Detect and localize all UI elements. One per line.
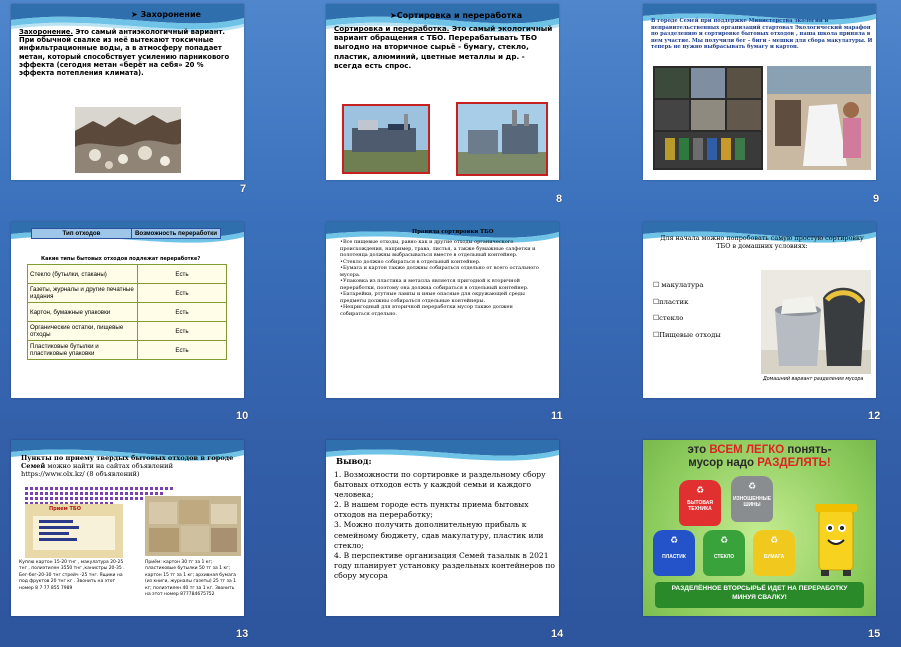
conclusion-list: [334, 470, 556, 581]
recycle-icon: ♻: [719, 536, 729, 546]
conclusion-item: 2. В нашем городе есть пункты приема бытовых отходов на переработку;: [334, 500, 529, 520]
recycle-icon: ♻: [669, 536, 679, 546]
bag-appliances: ♻ БЫТОВАЯ ТЕХНИКА: [679, 480, 721, 526]
waste-type-cell: Пластиковые бутылки и пластиковые упаковки: [28, 341, 138, 360]
slide-8-thumbnail[interactable]: [326, 4, 559, 180]
poster-title: это ВСЕМ ЛЕГКО понять- мусор надо РАЗДЕЛЯТЬ!: [687, 444, 832, 469]
slide-body-text: Сортировка и переработка. Это самый экологичный вариант обращения с ТБО. Перерабатывать ТБО выгодно на вторичное сырьё - бумагу, стекло, пластик, алюминий, цветные металлы и др. - всегда есть спрос.: [334, 24, 553, 70]
conclusion-item: 4. В перспективе организация Семей тазалык в 2021 году планирует установку раздельных контейнеров по сбору мусора: [334, 550, 555, 580]
recycle-icon: ♻: [769, 536, 779, 546]
recycling-bales-photo: [145, 496, 241, 556]
slide-number: 15: [868, 628, 881, 640]
bin-mascot: [813, 496, 859, 576]
waste-type-cell: Газеты, журналы и другие печатные издания: [28, 284, 138, 303]
option-item: ☐Пищевые отходы: [653, 330, 721, 339]
recycling-value-cell: Есть: [138, 322, 227, 341]
rule-item: •Батарейки, ртутные лампы и иные опасные для окружающей среды предметы должны собираться отдельные контейнеры.: [340, 291, 525, 304]
left-offer-text: Куплю картон 15-20 тнг , макулатура 20-25 тнг , полиэтилен 3550 тнг ,канистры 20-35 . Бег-бег-20-30 тнг стрейч -25 тнг. Ящики на под фруктов 20 тнг кг . Звонить на этот номер 8 7 77 855 7989: [19, 560, 125, 591]
recycling-value-cell: Есть: [138, 303, 227, 322]
rule-item: •Все пищевые отходы, равно как и другие отходы органического происхождения, например, трава, листья, а также бумажные салфетки и полотенца должны выбрасываться вместе в отдельный контейнер.: [340, 239, 536, 258]
option-item: ☐стекло: [653, 314, 684, 322]
recycling-value-cell: Есть: [138, 265, 227, 284]
waste-table: [27, 264, 227, 360]
slide-number: 13: [236, 628, 249, 640]
conclusion-item: 3. Можно получить дополнительную прибыль к семейному бюджету, сдав макулатуру, пластик или стекло;: [334, 520, 544, 550]
slide-number: 7: [240, 183, 247, 195]
checkbox-icon: ☐: [653, 314, 660, 322]
photo-caption: Домашний вариант разделения мусора: [763, 377, 864, 382]
slide-11-thumbnail[interactable]: [326, 222, 559, 398]
slide-title: Пункты по приему твердых бытовых отходов в городе Семей можно найти на сайтах объявлений https://www.olx.kz/ (8 объявлений): [21, 454, 234, 479]
recycle-icon: ♻: [695, 486, 705, 496]
factory-photo-2: [456, 102, 548, 176]
slide-10-thumbnail[interactable]: [11, 222, 244, 398]
slide-body-text: В городе Семей при поддержке Министерства экологии и неправительственных организаций стартовал Экологический марафон по разделению и сортировке бытовых отходов , наша школа приняла в нем участие. Мы получили бег – биги - мешки для сбора макулатуры. И теперь не нужно выбрасывать бумагу и картон.: [651, 18, 873, 51]
recycling-value-cell: Есть: [138, 284, 227, 303]
slide-body-text: Захоронение. Это самый антиэкологичный вариант. При обычной свалке из неё вытекают токсичные инфильтрационные воды, а в атмосферу попадает метан, который способствует усилению парникового эффекта (сегодня метан «берёт на себя» 20 % эффекта потепления климата).: [19, 28, 230, 78]
rule-item: •Упаковка из пластика и металла является пригодной к вторичной переработки, поэтому она должна собираться в отдельный контейнер.: [340, 278, 529, 291]
waste-type-cell: Стекло (бутылки, стаканы): [28, 265, 138, 284]
landfill-photo: [75, 107, 181, 173]
header-recycling: Возможность переработки: [132, 229, 221, 239]
slide-number: 9: [873, 193, 880, 205]
waste-reception-sign: [25, 504, 123, 558]
slide-title: ➤ Захоронение: [131, 10, 201, 19]
slide-13-thumbnail[interactable]: [11, 440, 244, 616]
option-item: ☐пластик: [653, 297, 689, 306]
slide-title: Для начала можно попробовать самую простую сортировку ТБО в домашних условиях:: [660, 234, 864, 250]
table-row: [28, 284, 227, 303]
slide-number: 12: [868, 410, 881, 422]
checkbox-icon: ☐: [653, 281, 660, 289]
sign-title: Прием ТБО: [49, 506, 81, 512]
table-question: Какие типы бытовых отходов подлежат переработке?: [41, 256, 201, 262]
rule-item: •Непригодный для вторичной переработки мусор также должен собираться отдельно.: [340, 304, 513, 317]
school-photo: [767, 66, 871, 170]
sorting-options-list: [653, 277, 721, 343]
recycle-icon: ♻: [747, 482, 757, 492]
slide-14-thumbnail[interactable]: [326, 440, 559, 616]
slide-title: Правила сортировки ТБО: [412, 229, 494, 235]
table-row: [28, 303, 227, 322]
slide-title: ➤Сортировка и переработка: [390, 11, 523, 20]
table-row: [28, 265, 227, 284]
factory-photo-1: [342, 104, 430, 174]
conclusion-item: 1. Возможности по сортировке и раздельному сбору бытовых отходов есть у каждой семьи и каждого человека;: [334, 470, 546, 500]
table-row: [28, 322, 227, 341]
rules-list: [340, 239, 540, 317]
home-bins-photo: [761, 270, 871, 374]
rule-item: •Стекло должно собираться в отдельный контейнер.: [340, 258, 481, 265]
marathon-photo-collage: [653, 66, 763, 170]
slide-number: 8: [556, 193, 563, 205]
waste-type-cell: Картон, бумажные упаковки: [28, 303, 138, 322]
rule-item: •Бумага и картон также должны собираться отдельно от всего остального мусора.: [340, 265, 539, 278]
bag-plastic: ♻ ПЛАСТИК: [653, 530, 695, 576]
slide-title: Вывод:: [336, 456, 372, 466]
bag-glass: ♻ СТЕКЛО: [703, 530, 745, 576]
option-item: ☐ макулатура: [653, 281, 704, 289]
bag-paper: ♻ БУМАГА: [753, 530, 795, 576]
slide-9-thumbnail[interactable]: [643, 4, 876, 180]
slide-number: 11: [551, 410, 563, 422]
slide-15-thumbnail[interactable]: [643, 440, 876, 616]
right-offer-text: Приём: картон 30 тг за 1 кг; пластиковые бутылки 50 тг за 1 кг; картон 15 тг за 1 кг; архивная бумага (из книги, журналы газеты) 25 тг за 1 кг; полиэтилен 40 тг за 1 кг. Звонить на этот номер 877784675752: [145, 560, 237, 598]
waste-table-header: [31, 228, 221, 239]
table-row: [28, 341, 227, 360]
recycling-value-cell: Есть: [138, 341, 227, 360]
poster-banner: РАЗДЕЛЁННОЕ ВТОРСЫРЬЁ ИДЕТ НА ПЕРЕРАБОТКУ МИНУЯ СВАЛКУ!: [655, 582, 864, 608]
checkbox-icon: ☐: [653, 330, 660, 339]
waste-type-cell: Органические остатки, пищевые отходы: [28, 322, 138, 341]
slide-number: 10: [236, 410, 249, 422]
slide-12-thumbnail[interactable]: [643, 222, 876, 398]
slide-number: 14: [551, 628, 564, 640]
checkbox-icon: ☐: [653, 297, 660, 306]
slide-7-thumbnail[interactable]: [11, 4, 244, 180]
header-type: Тип отходов: [32, 229, 132, 239]
bag-tires: ♻ ИЗНОШЕННЫЕ ШИНЫ: [731, 476, 773, 522]
